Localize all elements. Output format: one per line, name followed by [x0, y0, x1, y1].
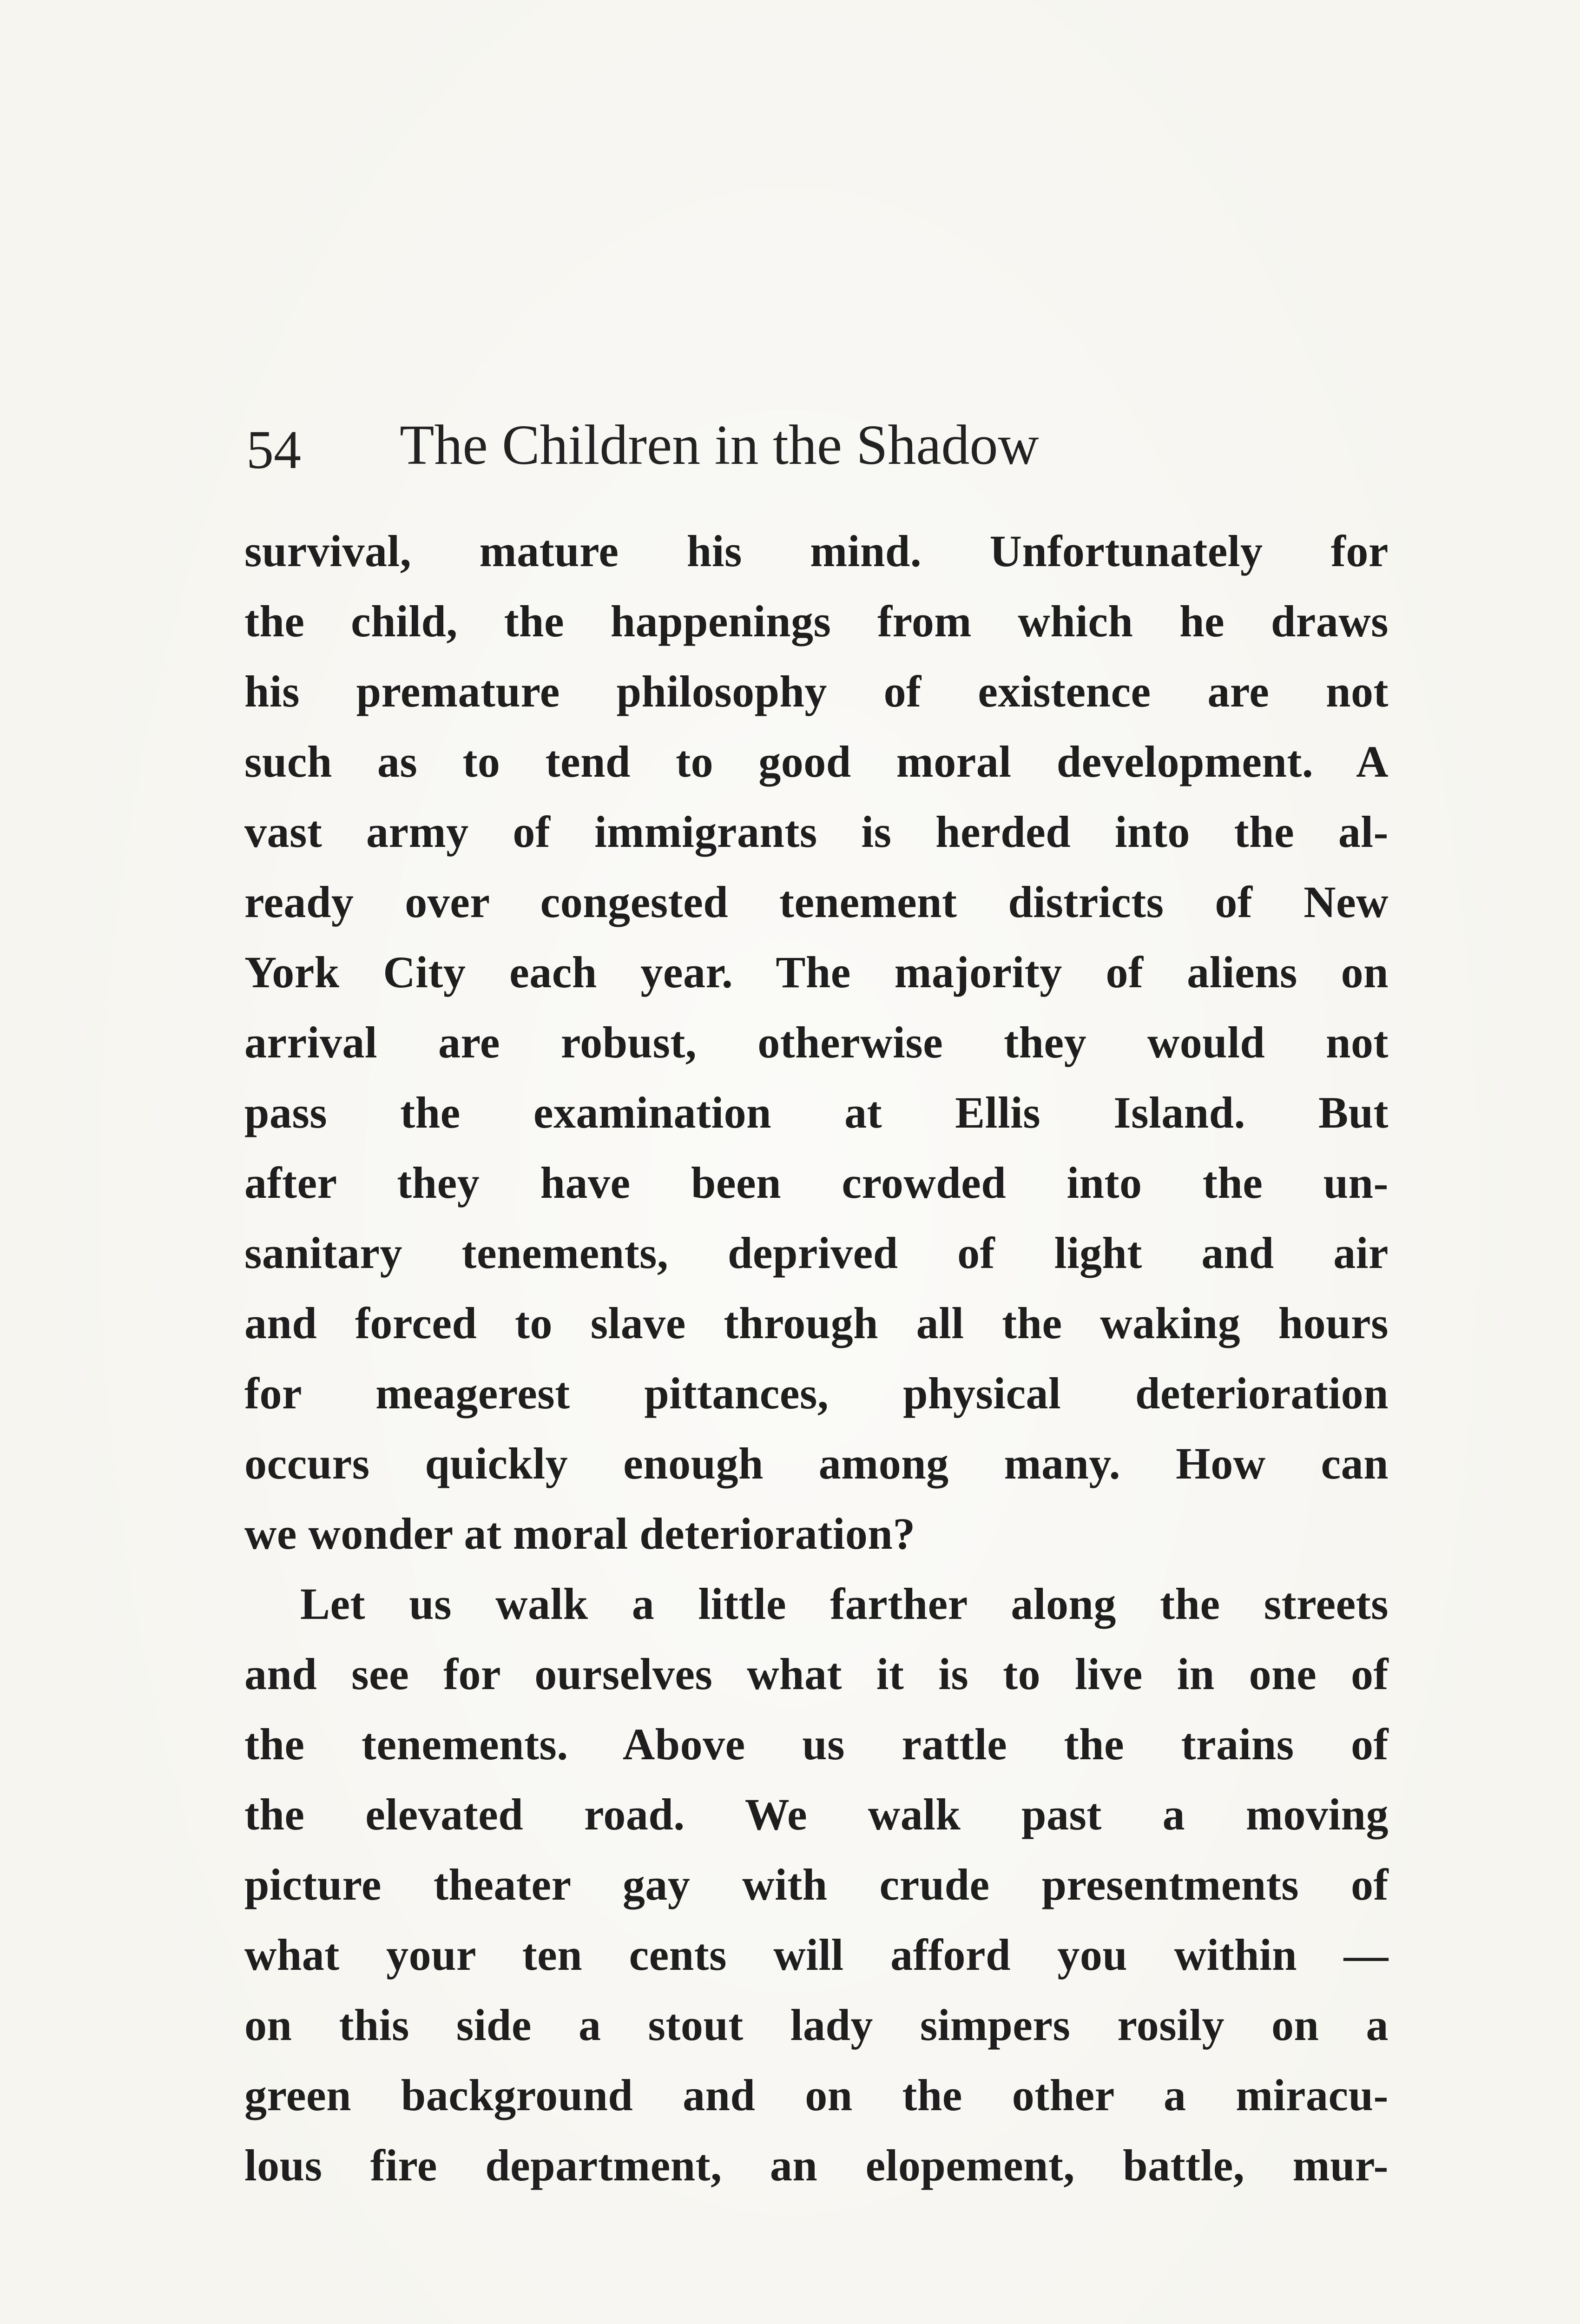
text-line: and forced to slave through all the waking hours: [244, 1298, 1389, 1348]
text-line: the child, the happenings from which he draws: [244, 596, 1389, 646]
text-line: the tenements. Above us rattle the trains of: [244, 1719, 1389, 1769]
text-line: picture theater gay with crude presentments of: [244, 1860, 1389, 1909]
text-line: lous fire department, an elopement, battle, mur-: [244, 2140, 1389, 2190]
page-header: [246, 413, 1227, 482]
text-line: the elevated road. We walk past a moving: [244, 1789, 1389, 1839]
text-line-paragraph-start: Let us walk a little farther along the streets: [300, 1579, 1389, 1629]
text-line: occurs quickly enough among many. How can: [244, 1439, 1389, 1488]
text-line: pass the examination at Ellis Island. But: [244, 1088, 1389, 1137]
text-line: and see for ourselves what it is to live in one of: [244, 1649, 1389, 1699]
text-line: vast army of immigrants is herded into the al-: [244, 807, 1389, 857]
text-line-paragraph-end: we wonder at moral deterioration?: [244, 1509, 915, 1558]
running-title: The Children in the Shadow: [400, 414, 1039, 476]
body-text: [244, 516, 1389, 2200]
text-line: such as to tend to good moral development. A: [244, 737, 1389, 786]
text-line: for meagerest pittances, physical deterioration: [244, 1368, 1389, 1418]
text-line: his premature philosophy of existence are not: [244, 667, 1389, 716]
text-line: what your ten cents will afford you within —: [244, 1930, 1389, 1980]
text-line: after they have been crowded into the un-: [244, 1158, 1389, 1208]
text-line: ready over congested tenement districts of New: [244, 877, 1389, 927]
text-line: on this side a stout lady simpers rosily on a: [244, 2000, 1389, 2050]
text-line: green background and on the other a miracu-: [244, 2070, 1389, 2120]
page-number: 54: [246, 419, 301, 480]
text-line: arrival are robust, otherwise they would not: [244, 1017, 1389, 1067]
text-line: survival, mature his mind. Unfortunately for: [244, 526, 1389, 576]
text-line: York City each year. The majority of aliens on: [244, 947, 1389, 997]
text-line: sanitary tenements, deprived of light and air: [244, 1228, 1389, 1278]
